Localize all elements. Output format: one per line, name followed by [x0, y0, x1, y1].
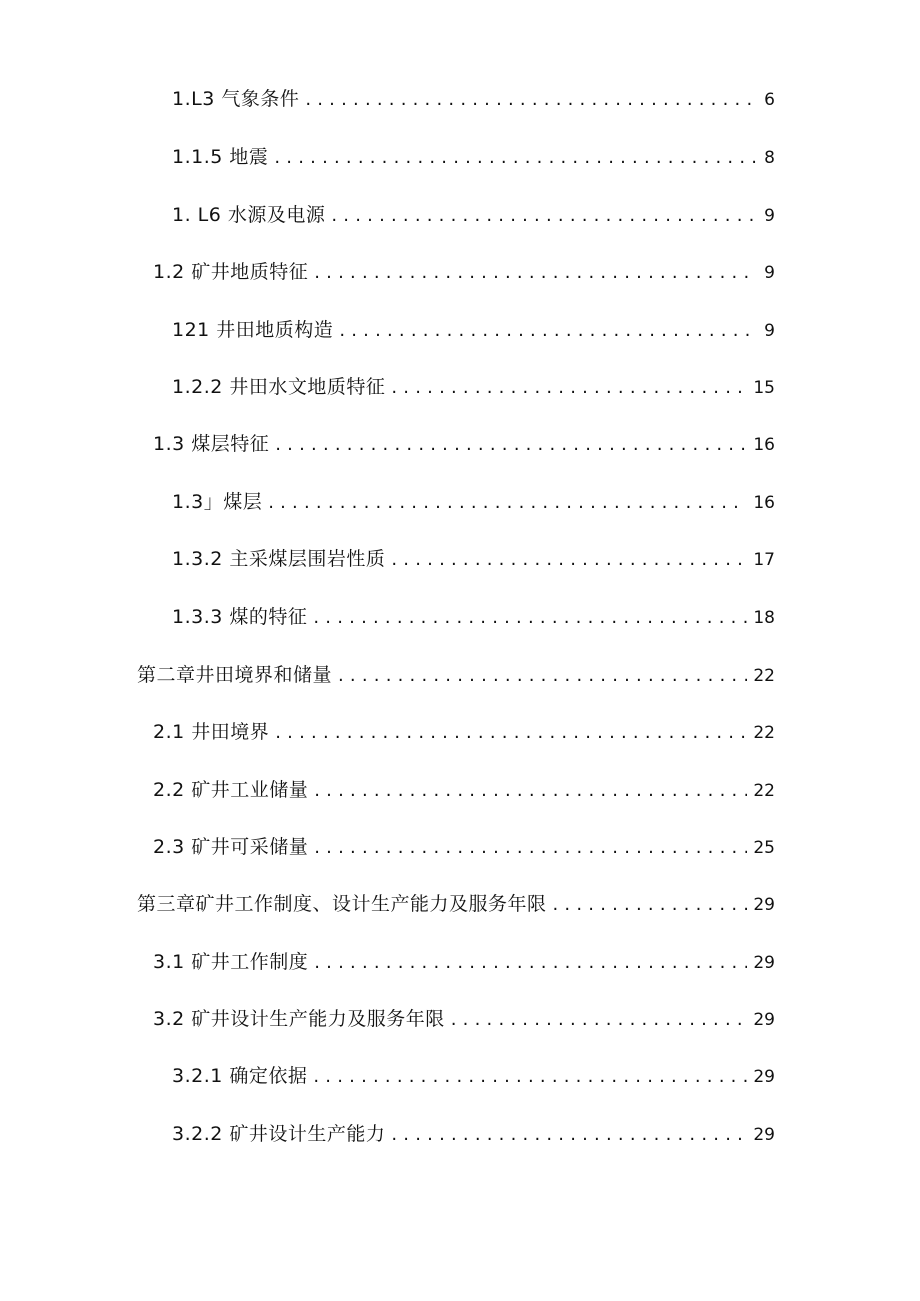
toc-entry-title: 第二章井田境界和储量: [137, 664, 333, 686]
toc-entry[interactable]: [0, 84, 775, 114]
toc-entry[interactable]: [0, 200, 775, 230]
toc-entry-title: 1.2.2 井田水文地质特征: [172, 376, 386, 398]
toc-dot-leader: [391, 1120, 747, 1150]
toc-page-number: 29: [753, 953, 775, 973]
toc-entry[interactable]: [0, 142, 775, 172]
toc-dot-leader: [274, 143, 757, 173]
toc-dot-leader: [314, 833, 747, 863]
toc-dot-leader: [275, 718, 747, 748]
toc-entry[interactable]: [0, 717, 775, 747]
toc-page-number: 22: [753, 723, 775, 743]
toc-page-number: 29: [753, 1010, 775, 1030]
toc-dot-leader: [268, 488, 747, 518]
toc-page-number: 6: [764, 90, 775, 110]
toc-dot-leader: [275, 430, 747, 460]
toc-dot-leader: [451, 1005, 748, 1035]
toc-entry-title: 1.2 矿井地质特征: [153, 261, 309, 283]
toc-page-number: 29: [753, 1067, 775, 1087]
toc-entry[interactable]: [0, 1119, 775, 1149]
toc-page-number: 9: [764, 321, 775, 341]
toc-dot-leader: [338, 661, 747, 691]
toc-page-number: 16: [753, 493, 775, 513]
toc-page-number: 22: [753, 666, 775, 686]
toc-entry-title: 1.3.2 主采煤层围岩性质: [172, 548, 386, 570]
toc-entry-title: 1.3」煤层: [172, 491, 263, 513]
toc-entry-title: 1.3 煤层特征: [153, 433, 270, 455]
toc-dot-leader: [305, 85, 757, 115]
toc-page-number: 16: [753, 435, 775, 455]
toc-entry-title: 第三章矿井工作制度、设计生产能力及服务年限: [137, 893, 547, 915]
toc-dot-leader: [313, 1062, 747, 1092]
toc-entry[interactable]: [0, 257, 775, 287]
toc-entry[interactable]: [0, 660, 775, 690]
toc-dot-leader: [553, 890, 748, 920]
toc-page-number: 29: [753, 895, 775, 915]
toc-entry-title: 121 井田地质构造: [172, 319, 334, 341]
toc-page-number: 25: [753, 838, 775, 858]
toc-page-number: 22: [753, 781, 775, 801]
toc-entry-title: 3.2.2 矿井设计生产能力: [172, 1123, 386, 1145]
toc-dot-leader: [339, 316, 757, 346]
toc-dot-leader: [314, 948, 747, 978]
toc-page-number: 18: [753, 608, 775, 628]
toc-entry-title: 3.2.1 确定依据: [172, 1065, 308, 1087]
toc-page-number: 17: [753, 550, 775, 570]
toc-entry[interactable]: [0, 775, 775, 805]
toc-entry-title: 3.1 矿井工作制度: [153, 951, 309, 973]
toc-entry[interactable]: [0, 832, 775, 862]
toc-page-number: 9: [764, 206, 775, 226]
toc-page-number: 9: [764, 263, 775, 283]
toc-entry[interactable]: [0, 1004, 775, 1034]
toc-entry[interactable]: [0, 429, 775, 459]
toc-entry[interactable]: [0, 602, 775, 632]
toc-dot-leader: [391, 373, 747, 403]
toc-entry[interactable]: [0, 544, 775, 574]
toc-entry-title: 3.2 矿井设计生产能力及服务年限: [153, 1008, 445, 1030]
toc-entry-title: 1.3.3 煤的特征: [172, 606, 308, 628]
toc-entry[interactable]: [0, 315, 775, 345]
toc-entry-title: 1. L6 水源及电源: [172, 204, 326, 226]
toc-dot-leader: [314, 776, 747, 806]
toc-entry[interactable]: [0, 372, 775, 402]
toc-dot-leader: [391, 545, 747, 575]
toc-entry[interactable]: [0, 947, 775, 977]
toc-page-number: 29: [753, 1125, 775, 1145]
toc-entry-title: 2.3 矿井可采储量: [153, 836, 309, 858]
toc-entry-title: 1.L3 气象条件: [172, 88, 300, 110]
toc-page-number: 15: [753, 378, 775, 398]
toc-dot-leader: [331, 201, 757, 231]
toc-entry-title: 1.1.5 地震: [172, 146, 269, 168]
toc-entry[interactable]: [0, 1061, 775, 1091]
toc-entry[interactable]: [0, 487, 775, 517]
toc-entry-title: 2.1 井田境界: [153, 721, 270, 743]
toc-dot-leader: [313, 603, 747, 633]
toc-entry[interactable]: [0, 889, 775, 919]
toc-entry-title: 2.2 矿井工业储量: [153, 779, 309, 801]
toc-dot-leader: [314, 258, 757, 288]
toc-page-number: 8: [764, 148, 775, 168]
